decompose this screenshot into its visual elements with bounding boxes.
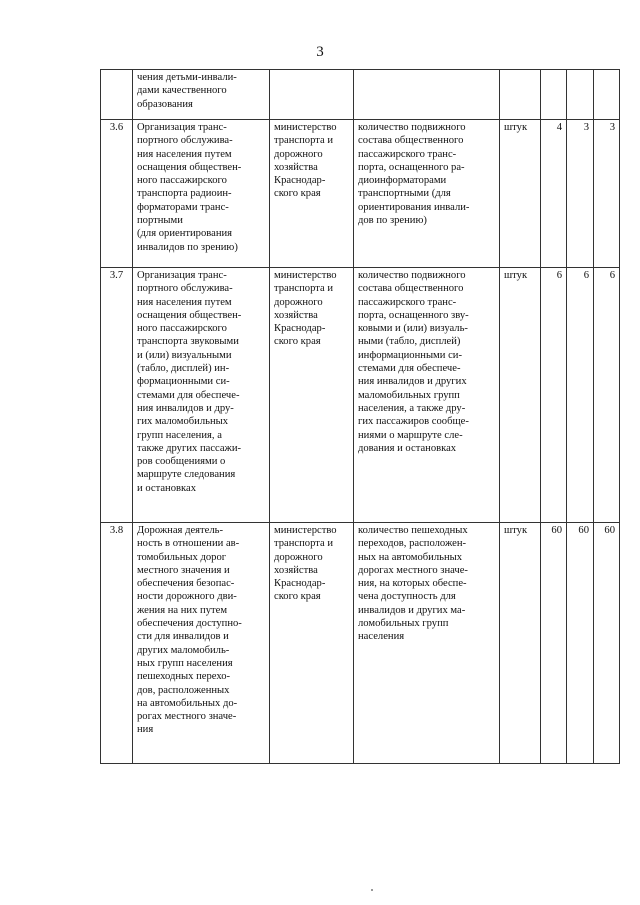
table-row bbox=[101, 523, 620, 764]
measure-cell: Организация транс- портного обслужива- ния населения путем оснащения обществен- ного пассажирского транспорта радиоин- форматорами транс- портными (для ориентирования инвалидов по зрению) bbox=[133, 120, 270, 268]
value-cell-3: 3 bbox=[594, 120, 620, 268]
value-cell-1 bbox=[541, 70, 567, 120]
value-cell-1: 6 bbox=[541, 268, 567, 523]
measure-cell: Организация транс- портного обслужива- ния населения путем оснащения обществен- ного пассажирского транспорта звуковыми и (или) визуальными (табло, дисплей) ин- формационными си- стемами для обеспече- ния инвалидов и дру- гих маломобильных групп населения, а также других пассажи- ров сообщениями о маршруте следования и остановках bbox=[133, 268, 270, 523]
value-cell-2: 60 bbox=[567, 523, 594, 764]
measure-cell: чения детьми-инвали- дами качественного образования bbox=[133, 70, 270, 120]
measures-table bbox=[100, 69, 620, 764]
value-cell-2: 3 bbox=[567, 120, 594, 268]
indicator-cell: количество пешеходных переходов, расположен- ных на автомобильных дорогах местного значе- ния, на которых обеспе- чена доступность для инвалидов и других ма- ломобильных групп населения bbox=[354, 523, 500, 764]
value-cell-3: 6 bbox=[594, 268, 620, 523]
unit-cell: штук bbox=[500, 120, 541, 268]
executor-cell: министерство транспорта и дорожного хозяйства Краснодар- ского края bbox=[270, 120, 354, 268]
table-row bbox=[101, 120, 620, 268]
page-number: 3 bbox=[316, 44, 324, 60]
value-cell-3: 60 bbox=[594, 523, 620, 764]
unit-cell bbox=[500, 70, 541, 120]
value-cell-1: 60 bbox=[541, 523, 567, 764]
value-cell-2: 6 bbox=[567, 268, 594, 523]
row-number-cell: 3.7 bbox=[101, 268, 133, 523]
scan-speck bbox=[371, 889, 373, 891]
indicator-cell bbox=[354, 70, 500, 120]
table-row bbox=[101, 70, 620, 120]
row-number-cell bbox=[101, 70, 133, 120]
executor-cell bbox=[270, 70, 354, 120]
executor-cell: министерство транспорта и дорожного хозяйства Краснодар- ского края bbox=[270, 523, 354, 764]
unit-cell: штук bbox=[500, 523, 541, 764]
row-number-cell: 3.8 bbox=[101, 523, 133, 764]
row-number-cell: 3.6 bbox=[101, 120, 133, 268]
value-cell-3 bbox=[594, 70, 620, 120]
indicator-cell: количество подвижного состава общественного пассажирского транс- порта, оснащенного ра- диоинформаторами транспортными (для ориентирования инвали- дов по зрению) bbox=[354, 120, 500, 268]
table-row bbox=[101, 268, 620, 523]
unit-cell: штук bbox=[500, 268, 541, 523]
indicator-cell: количество подвижного состава общественного пассажирского транс- порта, оснащенного зву- ковыми и (или) визуаль- ными (табло, дисплей) информационными си- стемами для обеспече- ния инвалидов и других маломобильных групп населения, а также дру- гих пассажиров сообще- ниями о маршруте сле- дования и остановках bbox=[354, 268, 500, 523]
executor-cell: министерство транспорта и дорожного хозяйства Краснодар- ского края bbox=[270, 268, 354, 523]
value-cell-1: 4 bbox=[541, 120, 567, 268]
measure-cell: Дорожная деятель- ность в отношении ав- томобильных дорог местного значения и обеспечения безопас- ности дорожного дви- жения на них путем обеспечения доступно- сти для инвалидов и других маломобиль- ных групп населения пешеходных перехо- дов, расположенных на автомобильных до- рогах местного значе- ния bbox=[133, 523, 270, 764]
value-cell-2 bbox=[567, 70, 594, 120]
